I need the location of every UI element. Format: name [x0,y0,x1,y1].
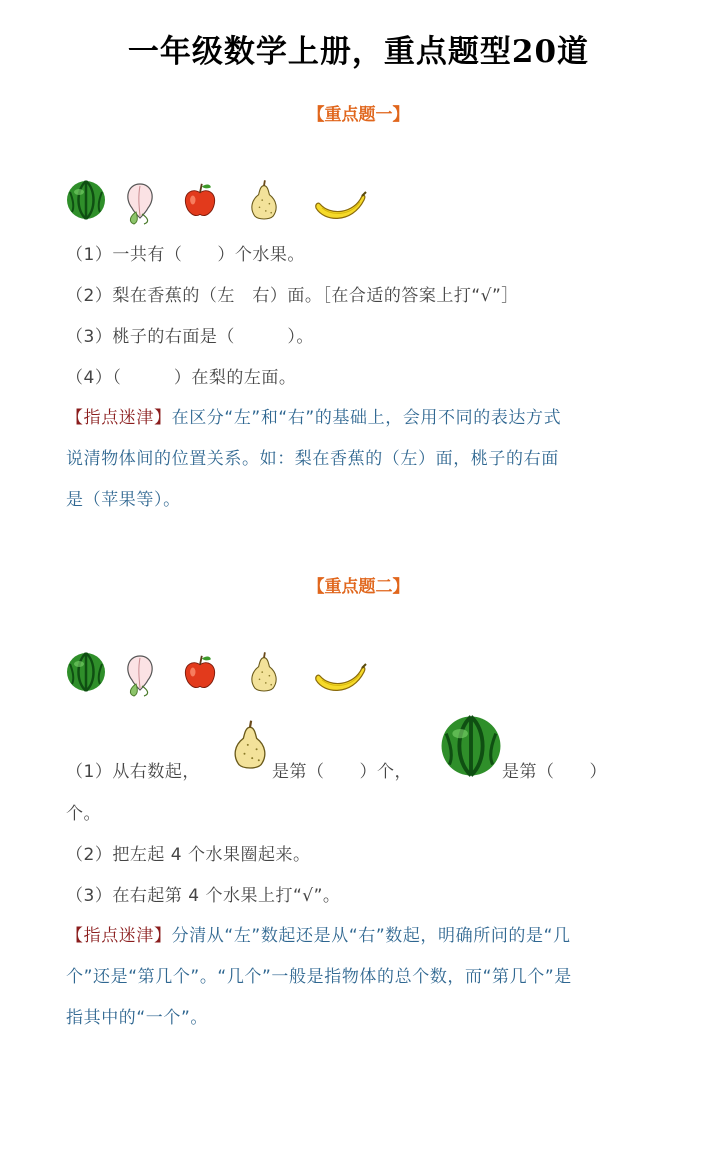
watermelon-icon [440,714,502,778]
tip-line-3: 是（苹果等）。 [66,490,181,510]
pear-icon [228,714,272,778]
fruit-row [66,650,386,698]
section-title: 【重点题一】 [307,105,410,125]
tip-line-2: 个”还是“第几个”。“几个”一般是指物体的总个数，而“第几个”是 [66,967,572,987]
question-1b: 是第（ ）个， [272,762,412,782]
question-2: （2）梨在香蕉的（左 右）面。［在合适的答案上打“√”］ [66,286,519,306]
question-1c: 是第（ ） [502,762,607,782]
question-1a: （1）从右数起， [66,762,200,782]
question-1d: 个。 [66,804,101,824]
tip-label: 【指点迷津】 [66,408,172,428]
question-2: （2）把左起 4 个水果圈起来。 [66,845,311,865]
section-title: 【重点题二】 [307,577,410,597]
peach-icon [120,650,160,698]
peach-icon [120,178,160,226]
watermelon-icon [66,180,106,220]
tip-line-2: 说清物体间的位置关系。如：梨在香蕉的（左）面，桃子的右面 [66,449,559,469]
question-3: （3）在右起第 4 个水果上打“√”。 [66,886,341,906]
tip-label: 【指点迷津】 [66,926,172,946]
banana-icon [314,660,368,694]
apple-icon [182,180,218,220]
tip-line-1: 【指点迷津】分清从“左”数起还是从“右”数起，明确所问的是“几 [66,926,571,946]
tip-line-1: 【指点迷津】在区分“左”和“右”的基础上，会用不同的表达方式 [66,408,562,428]
page-title: 一年级数学上册，重点题型20道 [127,34,590,70]
question-1: （1）一共有（ ）个水果。 [66,245,305,265]
tip-block [66,916,666,1039]
pear-icon [246,178,282,224]
tip-line-3: 指其中的“一个”。 [66,1008,209,1028]
tip-block [66,398,666,521]
question-3: （3）桃子的右面是（ ）。 [66,327,314,347]
watermelon-icon [66,652,106,692]
banana-icon [314,188,368,222]
pear-icon [246,650,282,696]
question-4: （4）（ ）在梨的左面。 [66,368,297,388]
apple-icon [182,652,218,692]
fruit-row [66,178,386,226]
